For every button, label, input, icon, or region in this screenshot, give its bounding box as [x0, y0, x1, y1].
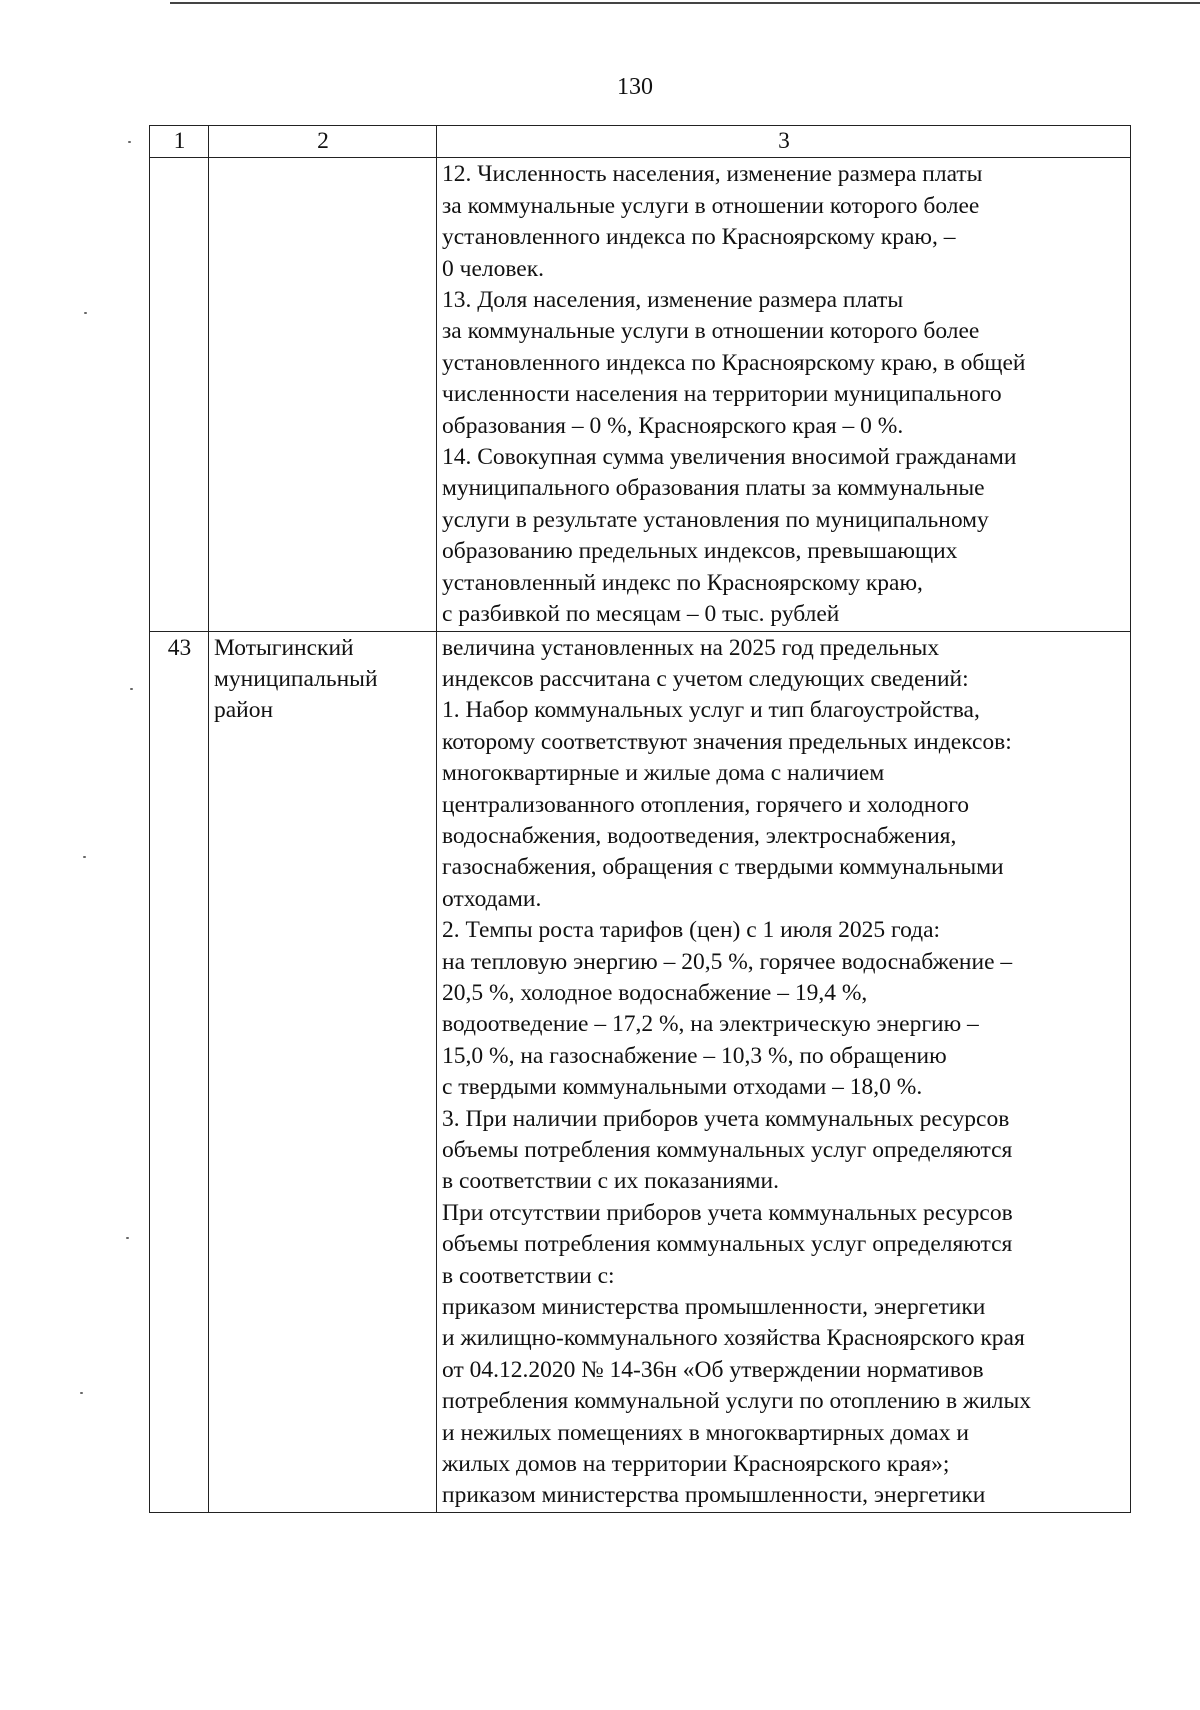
content-line: установленный индекс по Красноярскому краю,	[442, 569, 923, 596]
content-line: в соответствии с их показаниями.	[442, 1168, 779, 1195]
municipality-name	[209, 631, 437, 1512]
scan-speck	[80, 1392, 83, 1394]
content-line: индексов рассчитана с учетом следующих сведений:	[442, 665, 969, 692]
content-line: водоотведение – 17,2 %, на электрическую энергию –	[442, 1011, 979, 1038]
content-line: услуги в результате установления по муниципальному	[442, 506, 989, 533]
column-header-3: 3	[437, 126, 1131, 158]
content-line: газоснабжения, обращения с твердыми коммунальными	[442, 854, 1004, 881]
municipality-name-line: муниципальный	[214, 665, 378, 692]
content-line: 1. Набор коммунальных услуг и тип благоустройства,	[442, 697, 980, 724]
scan-speck	[130, 688, 133, 690]
column-header-1: 1	[150, 126, 209, 158]
table-row	[150, 631, 1131, 1512]
content-line: 15,0 %, на газоснабжение – 10,3 %, по обращению	[442, 1042, 947, 1069]
content-line: на тепловую энергию – 20,5 %, горячее водоснабжение –	[442, 948, 1013, 975]
top-border-line	[170, 2, 1200, 4]
scan-speck	[84, 312, 87, 314]
content-line: При отсутствии приборов учета коммунальных ресурсов	[442, 1199, 1013, 1226]
content-line: многоквартирные и жилые дома с наличием	[442, 760, 885, 787]
content-line: 3. При наличии приборов учета коммунальных ресурсов	[442, 1105, 1010, 1132]
content-line: в соответствии с:	[442, 1262, 615, 1289]
municipality-name	[209, 158, 437, 631]
content-line: 20,5 %, холодное водоснабжение – 19,4 %,	[442, 979, 868, 1006]
scan-speck	[128, 141, 131, 143]
content-line: величина установленных на 2025 год предельных	[442, 634, 940, 661]
content-line: жилых домов на территории Красноярского края»;	[442, 1451, 950, 1478]
column-header-2: 2	[209, 126, 437, 158]
content-line: за коммунальные услуги в отношении которого более	[442, 192, 980, 219]
scan-speck	[126, 1237, 129, 1239]
page-number: 130	[617, 74, 653, 100]
content-line: приказом министерства промышленности, энергетики	[442, 1482, 986, 1509]
content-line: за коммунальные услуги в отношении которого более	[442, 318, 980, 345]
content-line: муниципального образования платы за коммунальные	[442, 475, 985, 502]
content-line: 12. Численность населения, изменение размера платы	[442, 161, 983, 188]
municipality-name-line: Мотыгинский	[214, 634, 354, 661]
content-line: объемы потребления коммунальных услуг определяются	[442, 1231, 1013, 1258]
content-line: 2. Темпы роста тарифов (цен) с 1 июля 2025 года:	[442, 917, 941, 944]
content-line: и жилищно-коммунального хозяйства Красноярского края	[442, 1325, 1025, 1352]
content-line: 13. Доля населения, изменение размера платы	[442, 287, 904, 314]
content-line: и нежилых помещениях в многоквартирных домах и	[442, 1419, 969, 1446]
content-line: которому соответствуют значения предельных индексов:	[442, 728, 1012, 755]
content-line: с твердыми коммунальными отходами – 18,0 %.	[442, 1074, 923, 1101]
content-line: образования – 0 %, Красноярского края – 0 %.	[442, 412, 904, 439]
content-line: с разбивкой по месяцам – 0 тыс. рублей	[442, 601, 840, 628]
content-line: объемы потребления коммунальных услуг определяются	[442, 1137, 1013, 1163]
row-number	[150, 158, 209, 631]
content-line: водоснабжения, водоотведения, электроснабжения,	[442, 822, 957, 849]
table-row	[150, 158, 1131, 631]
scan-speck	[83, 856, 86, 858]
content-line: установленного индекса по Красноярскому краю, в общей	[442, 349, 1026, 376]
row-content	[437, 631, 1131, 1512]
content-line: от 04.12.2020 № 14-36н «Об утверждении нормативов	[442, 1356, 984, 1383]
table-header-row	[150, 126, 1131, 158]
content-line: образованию предельных индексов, превышающих	[442, 538, 958, 565]
content-line: 14. Совокупная сумма увеличения вносимой гражданами	[442, 444, 1017, 471]
content-line: численности населения на территории муниципального	[442, 381, 1002, 408]
content-line: потребления коммунальной услуги по отоплению в жилых	[442, 1388, 1032, 1415]
content-line: централизованного отопления, горячего и холодного	[442, 791, 970, 818]
row-number: 43	[150, 631, 209, 1512]
row-content	[437, 158, 1131, 631]
municipality-name-line: район	[214, 697, 274, 724]
content-line: приказом министерства промышленности, энергетики	[442, 1294, 986, 1321]
content-line: 0 человек.	[442, 255, 545, 282]
document-table	[149, 125, 1131, 1513]
content-line: установленного индекса по Красноярскому краю, –	[442, 224, 956, 251]
content-line: отходами.	[442, 885, 542, 912]
